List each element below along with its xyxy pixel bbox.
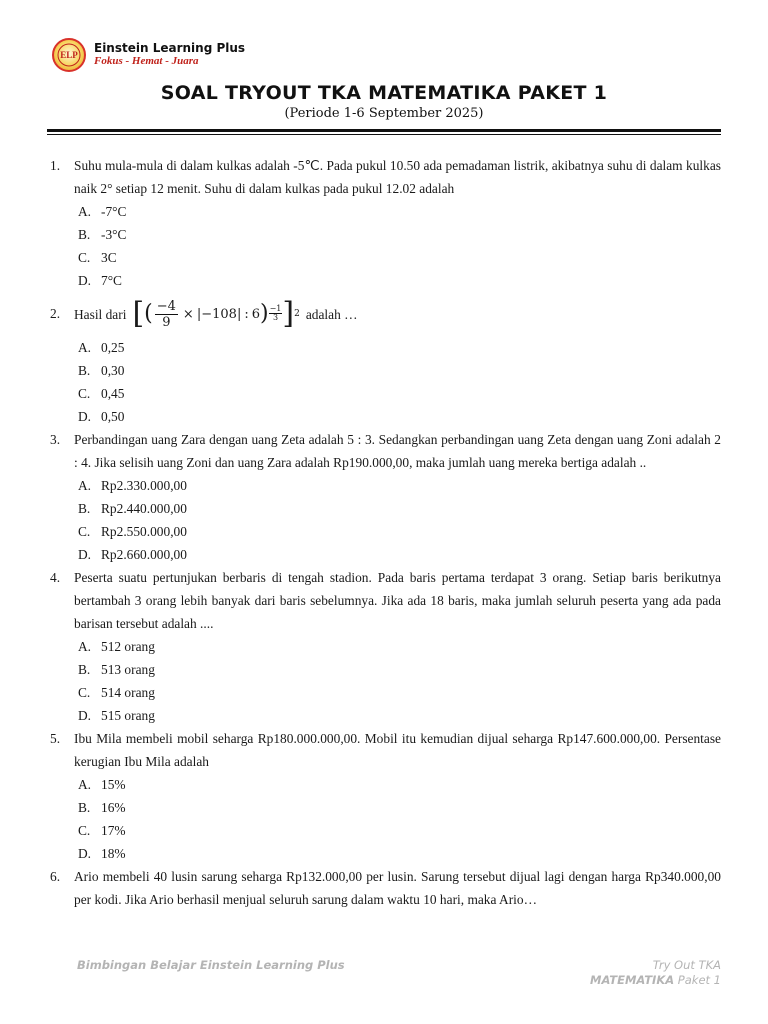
option-text: 514 orang [101,685,155,700]
option-letter: D. [78,409,92,424]
option-item [78,223,721,246]
fraction-numerator: −4 [156,298,176,314]
option-letter: D. [78,708,92,723]
option-letter: D. [78,547,92,562]
exponent-base: 6 [251,306,260,322]
option-item [78,842,721,865]
math-formula: [ ( $\frac{-4}{9}$ × | −108 | : 6 ) $\frac{-1}{3}$ ] 2 [132,296,300,331]
option-letter: A. [78,478,92,493]
question-number: 1. [50,158,61,173]
question-text: Suhu mula-mula di dalam kulkas adalah -5℃. Pada pukul 10.50 ada pemadaman listrik, akibatnya suhu di dalam kulkas naik 2° setiap 12 menit. Suhu di dalam kulkas pada pukul 12.02 adalah [74,158,721,196]
option-item [78,405,721,428]
header-divider-thin [47,134,721,135]
option-item [78,382,721,405]
times-sign: × [182,306,194,322]
options-1 [78,200,721,292]
option-text: 512 orang [101,639,155,654]
option-item [78,796,721,819]
document-subtitle: (Periode 1-6 September 2025) [284,106,484,121]
option-item [78,543,721,566]
question-text: Peserta suatu pertunjukan berbaris di tengah stadion. Pada baris pertama terdapat 3 orang. Setiap baris berikutnya bertambah 3 orang lebih banyak dari baris sebelumnya. Jika ada 18 baris, maka jumlah seluruh peserta yang ada pada barisan tersebut adalah .... [74,570,721,631]
brand-logo [52,38,245,72]
option-text: -3°C [101,227,127,242]
option-text: 3C [101,250,117,265]
footer-subject: MATEMATIKA [590,973,675,987]
option-text: 515 orang [101,708,155,723]
options-3 [78,474,721,566]
option-letter: C. [78,250,91,265]
fraction [155,299,178,330]
option-letter: A. [78,340,92,355]
option-letter: A. [78,204,92,219]
question-number: 5. [50,731,61,746]
option-text: 17% [101,823,126,838]
option-letter: A. [78,639,92,654]
option-item [78,520,721,543]
option-letter: C. [78,524,91,539]
options-5 [78,773,721,865]
brand-name: Einstein Learning Plus [94,41,246,55]
question-text: Ario membeli 40 lusin sarung seharga Rp132.000,00 per lusin. Sarung tersebut dijual lagi dengan harga Rp340.000,00 per kodi. Jika Ario berhasil menjual seluruh sarung dalam waktu 10 hari, maka Ario… [74,869,721,907]
option-letter: B. [78,662,91,677]
option-text: 0,30 [101,363,125,378]
question-1 [50,154,721,200]
absolute-value: −108 [201,306,237,322]
footer-right-line1: Try Out TKA [652,958,721,972]
question-text: Ibu Mila membeli mobil seharga Rp180.000.000,00. Mobil itu kemudian dijual seharga Rp147.600.000,00. Persentase kerugian Ibu Mila adalah [74,731,721,769]
option-text: Rp2.330.000,00 [101,478,187,493]
logo-mark-text: ELP [60,50,78,60]
option-text: 16% [101,800,126,815]
option-text: 0,50 [101,409,125,424]
option-item [78,635,721,658]
question-2 [50,292,721,336]
footer-package: Paket 1 [674,973,721,987]
option-item [78,336,721,359]
option-letter: B. [78,363,91,378]
option-text: Rp2.440.000,00 [101,501,187,516]
option-item [78,269,721,292]
option-letter: B. [78,800,91,815]
option-letter: C. [78,823,91,838]
question-5 [50,727,721,773]
option-item [78,819,721,842]
option-letter: C. [78,685,91,700]
option-letter: D. [78,273,92,288]
option-item [78,658,721,681]
question-6 [50,865,721,911]
question-3 [50,428,721,474]
brand-tagline: Fokus - Hemat - Juara [94,55,199,67]
question-4 [50,566,721,635]
options-2 [78,336,721,428]
option-letter: B. [78,501,91,516]
exponent-denominator: 3 [272,312,279,322]
option-letter: B. [78,227,91,242]
option-item [78,246,721,269]
option-text: 513 orang [101,662,155,677]
divide-sign: : [244,306,249,322]
option-item [78,497,721,520]
option-text: 0,25 [101,340,125,355]
question-number: 4. [50,570,61,585]
question-text: Perbandingan uang Zara dengan uang Zeta adalah 5 : 3. Sedangkan perbandingan uang Zeta dengan uang Zoni adalah 2 : 4. Jika selisih uang Zoni dan uang Zara adalah Rp190.000,00, maka jumlah uang mereka bertiga adalah .. [74,432,721,470]
option-item [78,359,721,382]
option-text: Rp2.660.000,00 [101,547,187,562]
footer-left: Bimbingan Belajar Einstein Learning Plus [77,958,345,972]
inner-exponent [269,305,283,322]
logo-emblem-icon [52,38,86,72]
outer-exponent: 2 [294,308,300,319]
footer-right [590,958,721,988]
option-letter: C. [78,386,91,401]
option-text: Rp2.550.000,00 [101,524,187,539]
option-text: -7°C [101,204,127,219]
question-number: 2. [50,306,61,321]
option-letter: A. [78,777,92,792]
question-list [50,154,721,911]
document-title: SOAL TRYOUT TKA MATEMATIKA PAKET 1 [160,82,608,104]
option-text: 15% [101,777,126,792]
option-item [78,773,721,796]
option-item [78,200,721,223]
option-text: 0,45 [101,386,125,401]
question-number: 3. [50,432,61,447]
fraction-denominator: 9 [162,314,171,330]
options-4 [78,635,721,727]
option-text: 18% [101,846,126,861]
option-item [78,474,721,497]
header-divider-thick [47,129,721,132]
option-item [78,704,721,727]
question-number: 6. [50,869,61,884]
exponent-numerator: −1 [269,303,282,313]
question-text-before: Hasil dari [74,306,127,322]
option-text: 7°C [101,273,122,288]
option-item [78,681,721,704]
question-text-after: adalah … [305,306,358,322]
option-letter: D. [78,846,92,861]
